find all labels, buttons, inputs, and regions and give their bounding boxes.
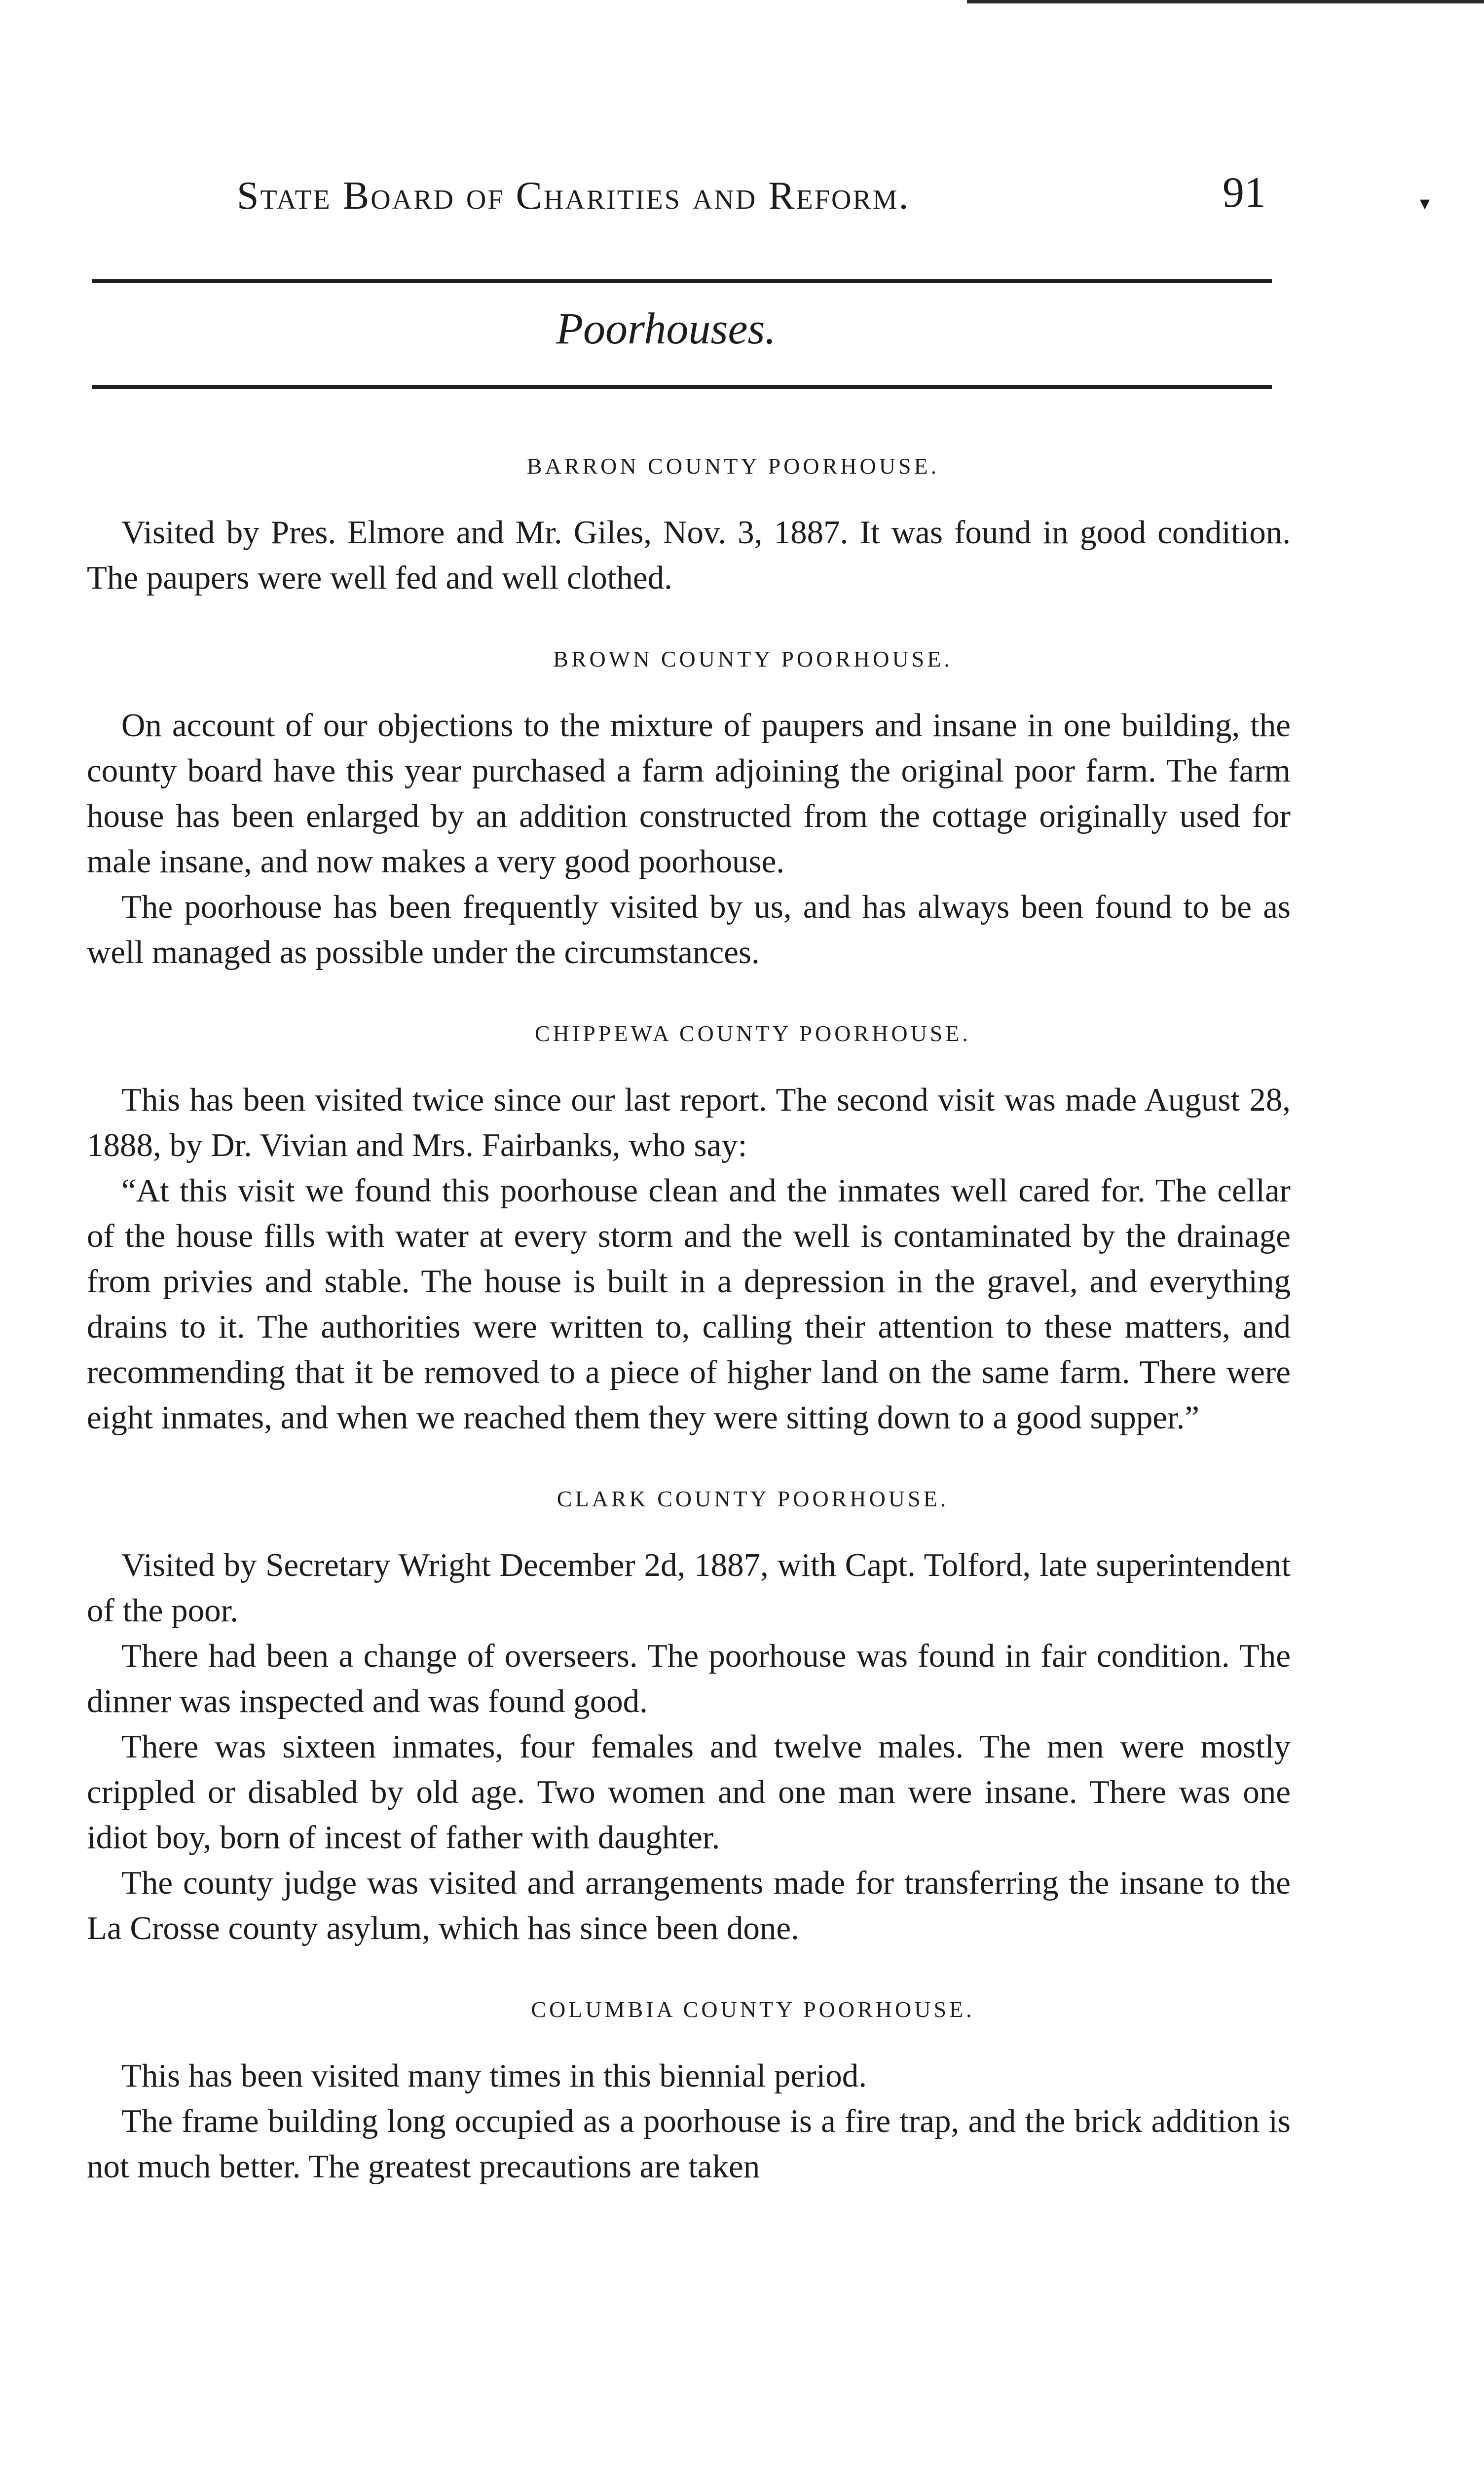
page-body [87,453,1291,2189]
paragraph: There had been a change of overseers. The poorhouse was found in fair condition. The dinner was inspected and was found good. [87,1638,1291,1719]
entry-heading: BARRON COUNTY POORHOUSE. [526,453,940,479]
paragraph: On account of our objections to the mixture of paupers and insane in one building, the county board have this year purchased a farm adjoining the original poor farm. The farm house has been enlarged by an addition constructed from the cottage originally used for male insane, and now makes a very good poorhouse. [87,707,1291,880]
entry-heading: BROWN COUNTY POORHOUSE. [553,646,953,672]
entry-chippewa [87,1020,1291,1440]
paragraph: There was sixteen inmates, four females and twelve males. The men were mostly crippled or disabled by old age. Two women and one man were insane. There was one idiot boy, born of incest of father with daughter. [87,1728,1291,1856]
entry-barron [87,453,1291,600]
margin-mark-icon: ▾ [1420,192,1430,214]
entry-heading: CLARK COUNTY POORHOUSE. [556,1486,949,1511]
entry-brown [87,646,1291,975]
title-rule-top [92,279,1272,283]
paragraph: The county judge was visited and arrangements made for transferring the insane to the La Crosse county asylum, which has since been done. [87,1865,1291,1946]
page-number: 91 [1223,169,1266,217]
paragraph: This has been visited twice since our last report. The second visit was made August 28, 1888, by Dr. Vivian and Mrs. Fairbanks, who say: [87,1082,1291,1163]
entry-heading: COLUMBIA COUNTY POORHOUSE. [531,1997,975,2022]
paragraph: The poorhouse has been frequently visited by us, and has always been found to be as well managed as possible under the circumstances. [87,889,1291,971]
entry-heading: CHIPPEWA COUNTY POORHOUSE. [535,1021,971,1046]
quoted-report: “At this visit we found this poorhouse clean and the inmates well cared for. The cellar of the house fills with water at every storm and the well is contaminated by the drainage from privies and stable. The house is built in a depression in the gravel, and everything drains to it. The authorities were written to, calling their attention to these matters, and recommending that it be removed to a piece of higher land on the same farm. There were eight inmates, and when we reached them they were sitting down to a good supper.” [87,1172,1291,1436]
entry-clark [87,1486,1291,1951]
entry-columbia [87,1996,1291,2189]
paragraph: This has been visited many times in this biennial period. [121,2057,867,2094]
title-rule-bottom [92,385,1272,389]
paragraph: Visited by Secretary Wright December 2d, 1887, with Capt. Tolford, late superintendent of the poor. [87,1547,1291,1629]
paragraph: Visited by Pres. Elmore and Mr. Giles, Nov. 3, 1887. It was found in good condition. The paupers were well fed and well clothed. [87,514,1291,596]
running-head: State Board of Charities and Reform. [237,174,910,218]
section-title: Poorhouses. [556,304,776,353]
top-edge-rule [967,0,1484,3]
paragraph: The frame building long occupied as a poorhouse is a fire trap, and the brick addition is not much better. The greatest precautions are taken [87,2103,1291,2185]
